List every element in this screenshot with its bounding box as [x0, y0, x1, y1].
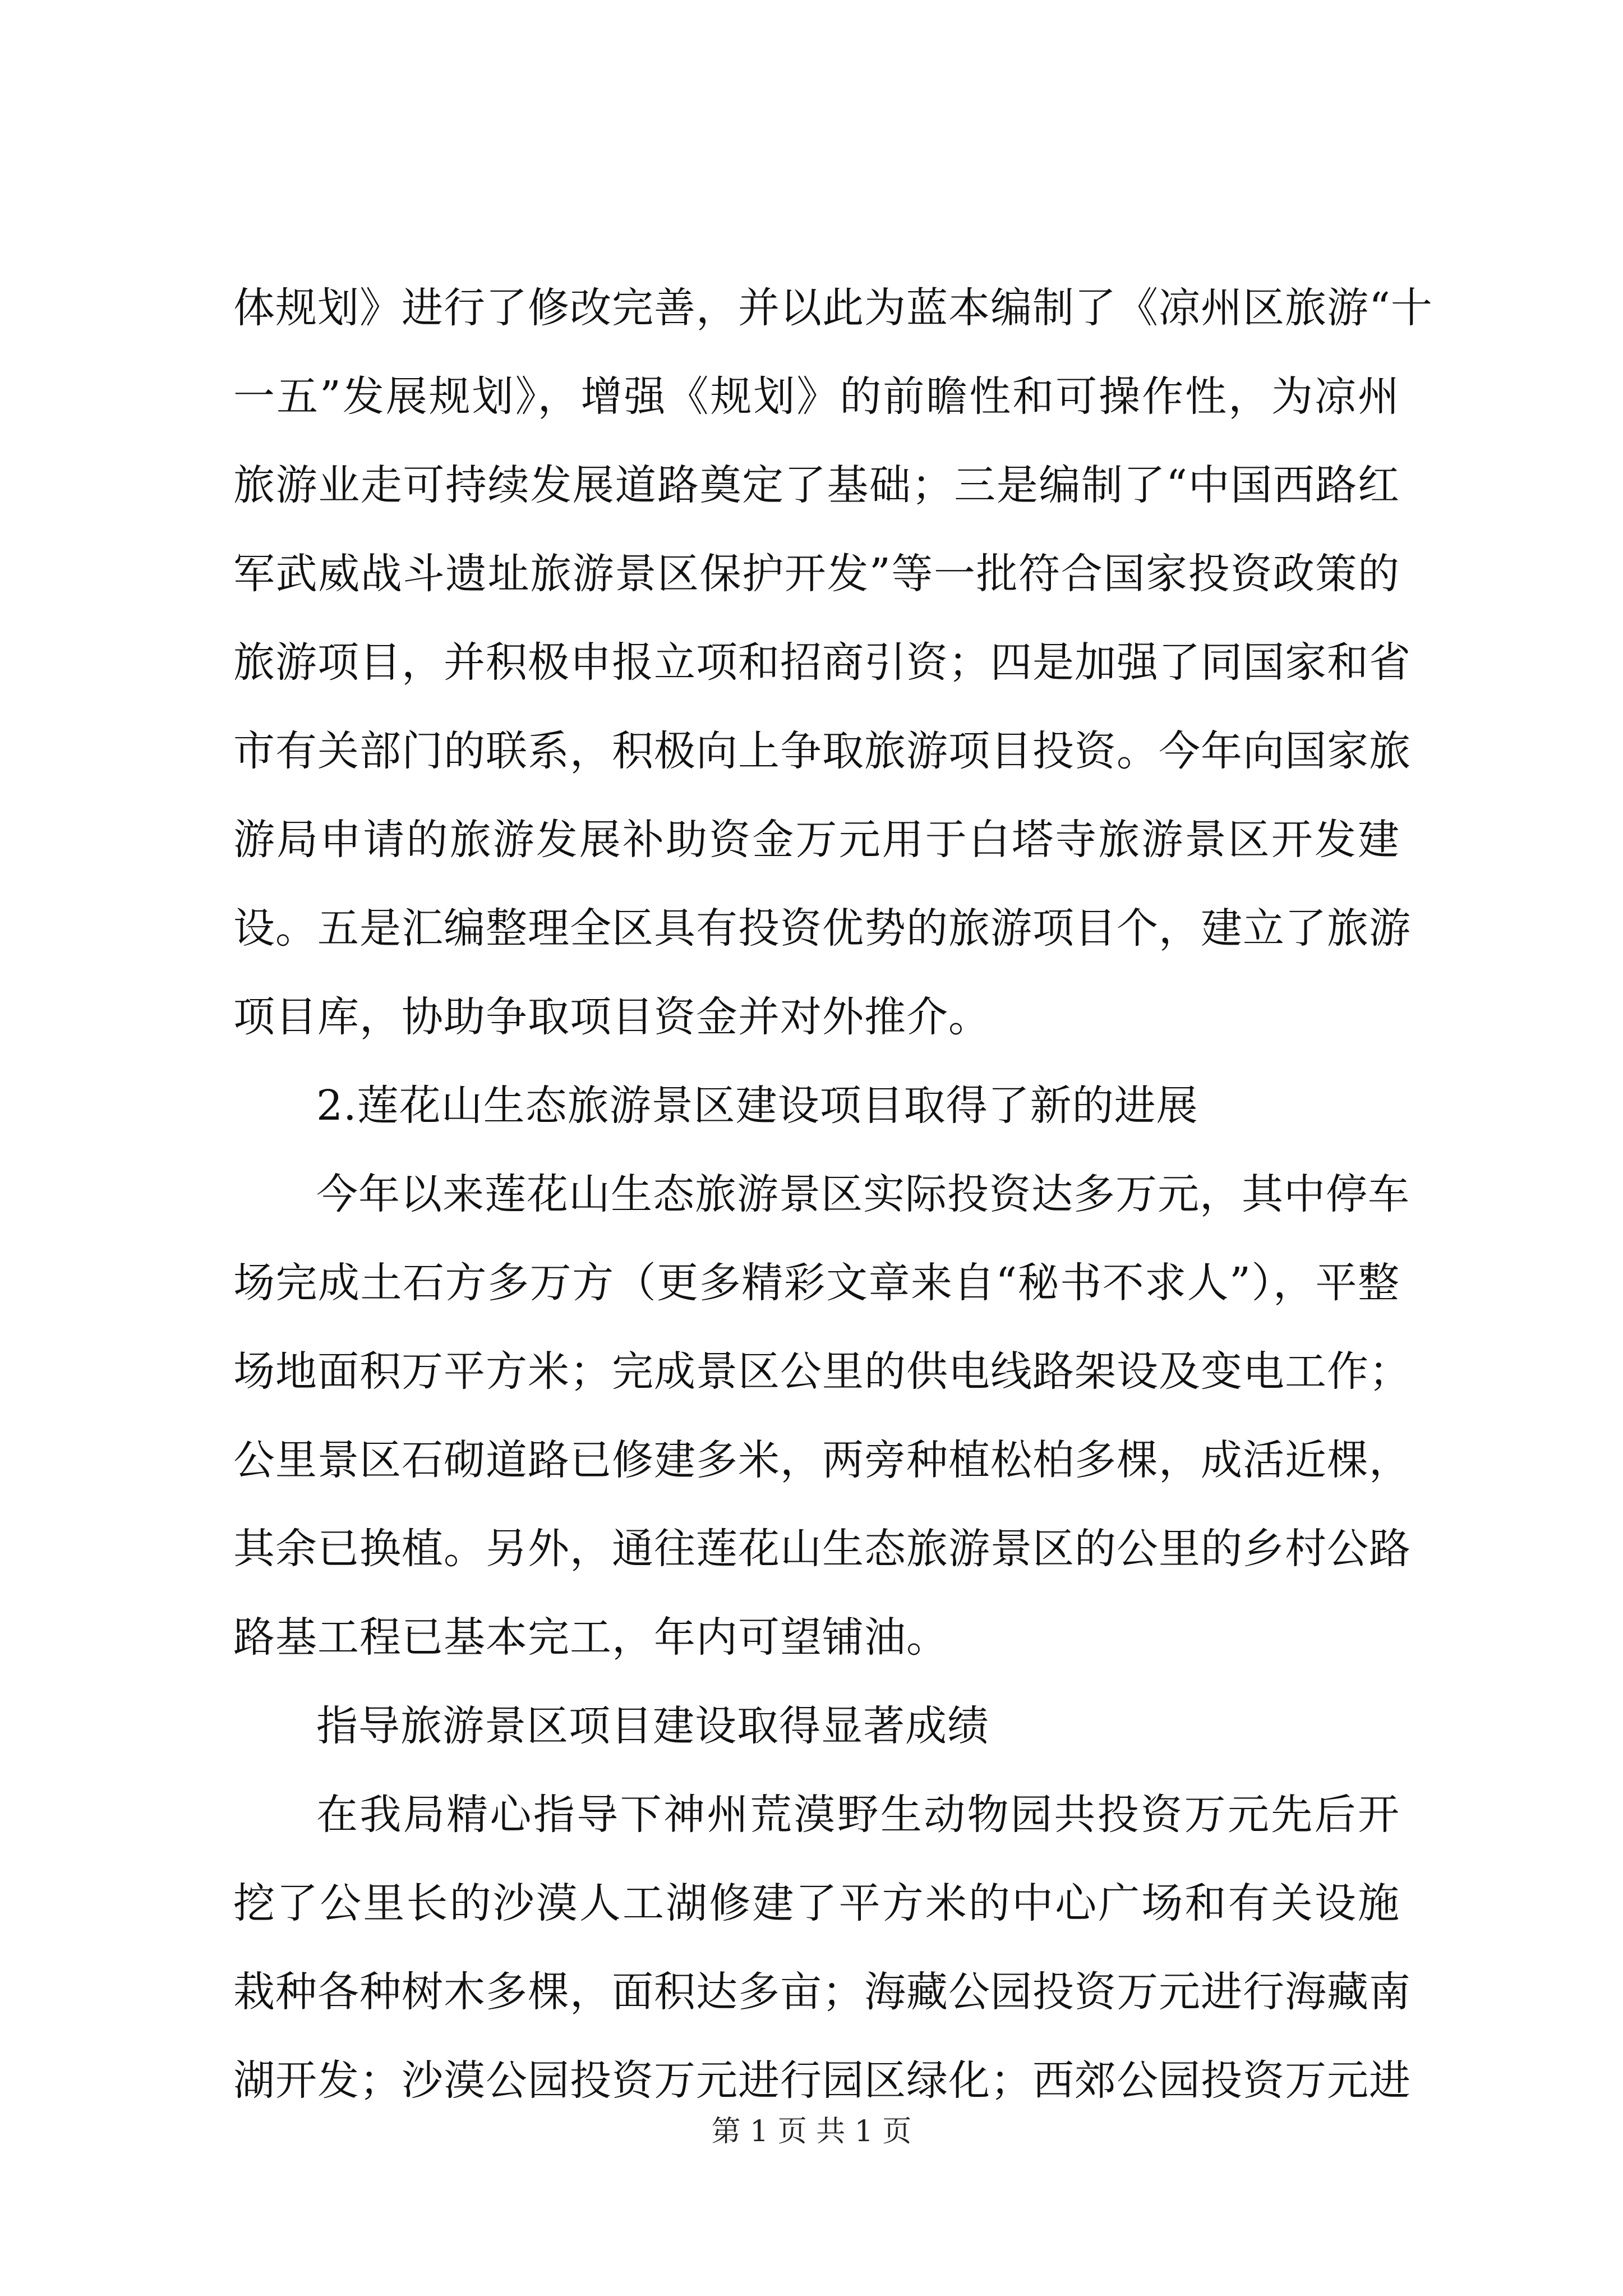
text-line: 场地面积万平方米；完成景区公里的供电线路架设及变电工作；	[233, 1347, 1411, 1396]
text-line: 项目库，协助争取项目资金并对外推介。	[233, 993, 990, 1041]
section-heading: 指导旅游景区项目建设取得显著成绩	[316, 1702, 989, 1750]
text-line: 挖了公里长的沙漠人工湖修建了平方米的中心广场和有关设施	[233, 1879, 1400, 1927]
text-line: 体规划》进行了修改完善，并以此为蓝本编制了《凉州区旅游“十	[233, 284, 1433, 332]
text-line: 场完成土石方多万方（更多精彩文章来自“秘书不求人”），平整	[233, 1259, 1400, 1307]
section-heading: 2.莲花山生态旅游景区建设项目取得了新的进展	[316, 1082, 1198, 1130]
text-line: 旅游项目，并积极申报立项和招商引资；四是加强了同国家和省	[233, 638, 1411, 687]
text-line: 游局申请的旅游发展补助资金万元用于白塔寺旅游景区开发建	[233, 816, 1400, 864]
text-line: 其余已换植。另外，通往莲花山生态旅游景区的公里的乡村公路	[233, 1525, 1411, 1573]
text-line: 军武威战斗遗址旅游景区保护开发”等一批符合国家投资政策的	[233, 550, 1400, 598]
text-line: 公里景区石砌道路已修建多米，两旁种植松柏多棵，成活近棵，	[233, 1436, 1411, 1484]
text-line: 路基工程已基本完工，年内可望铺油。	[233, 1613, 948, 1662]
text-line: 今年以来莲花山生态旅游景区实际投资达多万元，其中停车	[316, 1170, 1410, 1218]
page-number-footer: 第 1 页 共 1 页	[711, 2115, 912, 2148]
document-body	[233, 264, 1433, 2125]
text-line: 在我局精心指导下神州荒漠野生动物园共投资万元先后开	[316, 1791, 1400, 1839]
text-line: 栽种各种树木多棵，面积达多亩；海藏公园投资万元进行海藏南	[233, 1968, 1411, 2016]
text-line: 市有关部门的联系，积极向上争取旅游项目投资。今年向国家旅	[233, 727, 1411, 775]
text-line: 设。五是汇编整理全区具有投资优势的旅游项目个，建立了旅游	[233, 904, 1411, 953]
text-line: 旅游业走可持续发展道路奠定了基础；三是编制了“中国西路红	[233, 461, 1400, 509]
text-line: 一五”发展规划》，增强《规划》的前瞻性和可操作性，为凉州	[233, 372, 1400, 421]
text-line: 湖开发；沙漠公园投资万元进行园区绿化；西郊公园投资万元进	[233, 2056, 1411, 2105]
